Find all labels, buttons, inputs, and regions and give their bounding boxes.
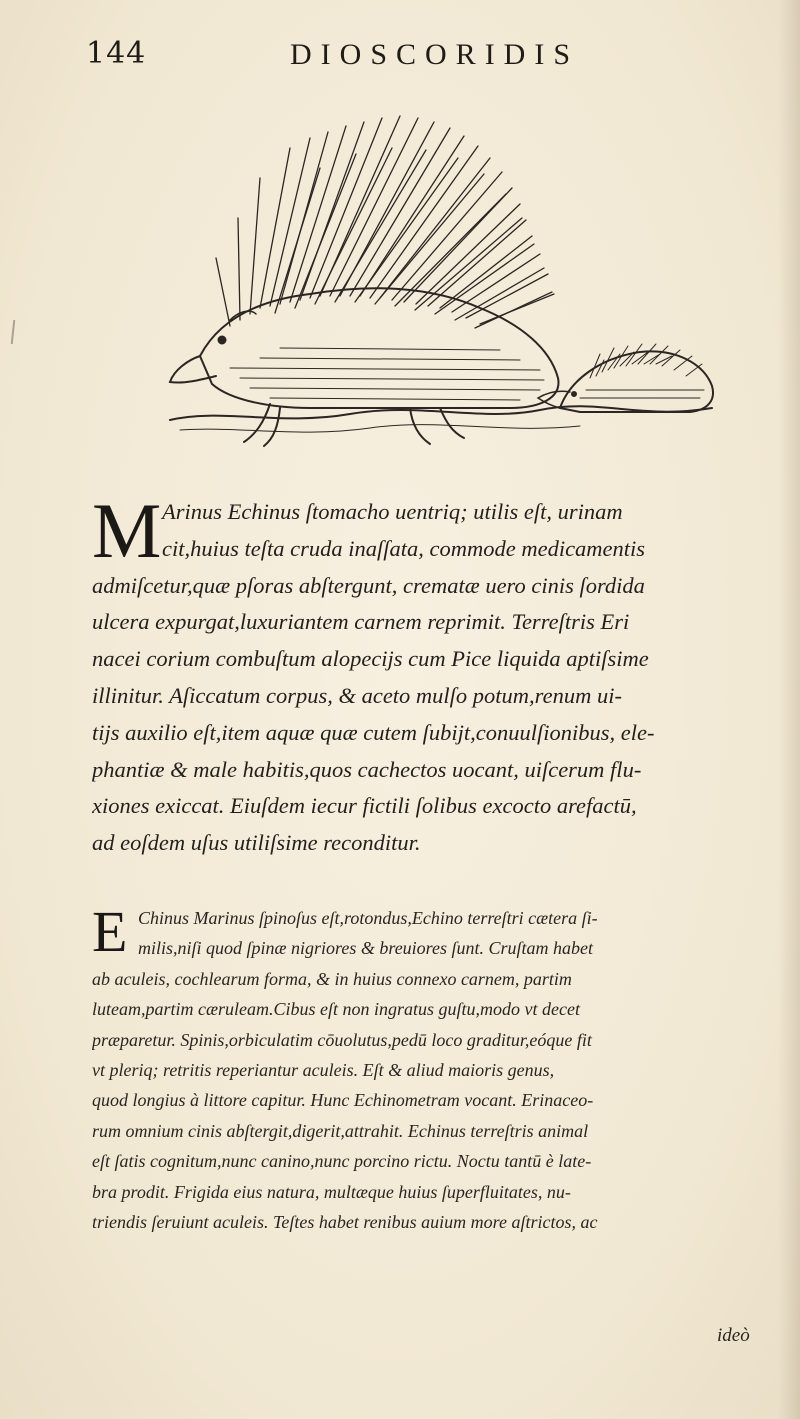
text-line: luteam,partim cæruleam.Cibus eſt non ingratus guſtu,modo vt decet	[92, 999, 580, 1020]
drop-cap-m: M	[92, 487, 162, 574]
text-line: rum omnium cinis abſtergit,digerit,attrahit. Echinus terreſtris animal	[92, 1120, 589, 1141]
text-line: vt pleriq; retritis reperiantur aculeis. Eſt & aliud maioris genus,	[92, 1060, 555, 1081]
text-line: Chinus Marinus ſpinoſus eſt,rotondus,Echino terreſtri cætera ſi-	[138, 908, 598, 928]
text-line: cit,huius teſta cruda inaſſata, commode medicamentis	[162, 535, 646, 561]
text-line: xiones exiccat. Eiuſdem iecur fictili ſolibus excocto arefactū,	[92, 793, 637, 819]
text-line: quod longius à littore capitur. Hunc Echinometram vocant. Erinaceo-	[92, 1090, 594, 1111]
text-line: ulcera expurgat,luxuriantem carnem reprimit. Terreſtris Eri	[92, 609, 630, 635]
text-line: milis,niſi quod ſpinæ nigriores & breuiores ſunt. Cruſtam habet	[138, 938, 594, 959]
text-line: admiſcetur,quæ pſoras abſtergunt, crematæ uero cinis ſordida	[92, 572, 645, 598]
paragraph-marinus-echinus	[92, 487, 772, 862]
text-line: phantiæ & male habitis,quos cachectos uocant, uiſcerum flu-	[92, 756, 642, 782]
paragraph-commentary	[92, 899, 772, 1237]
text-line: tijs auxilio eſt,item aquæ quæ cutem ſubijt,conuulſionibus, ele-	[92, 719, 655, 745]
page-number: 144	[86, 36, 147, 71]
margin-mark	[11, 320, 15, 344]
text-line: triendis ſeruiunt aculeis. Teſtes habet renibus auium more aſtrictos, ac	[92, 1212, 598, 1233]
text-line: ab aculeis, cochlearum forma, & in huius connexo carnem, partim	[92, 968, 572, 989]
text-line: nacei corium combuſtum alopecijs cum Pice liquida aptiſsime	[92, 646, 649, 672]
text-line: præparetur. Spinis,orbiculatim cōuolutus,pedū loco graditur,eóque fit	[92, 1029, 592, 1050]
catchword: ideò	[717, 1325, 750, 1346]
text-line: Arinus Echinus ſtomacho uentriq; utilis eſt, urinam	[162, 499, 623, 524]
porcupine-and-hedgehog-woodcut	[160, 108, 720, 460]
text-line: illinitur. Aſiccatum corpus, & aceto mulſo potum,renum ui-	[92, 682, 622, 708]
drop-cap-e: E	[92, 899, 128, 964]
page-gutter-shadow	[778, 0, 800, 1419]
text-line: eſt ſatis cognitum,nunc canino,nunc porcino rictu. Noctu tantū è late-	[92, 1151, 592, 1172]
text-line: bra prodit. Frigida eius natura, multæque huius ſuperfluitates, nu-	[92, 1181, 571, 1202]
text-line: ad eoſdem uſus utiliſsime reconditur.	[92, 830, 421, 856]
running-head: DIOSCORIDIS	[290, 38, 580, 71]
